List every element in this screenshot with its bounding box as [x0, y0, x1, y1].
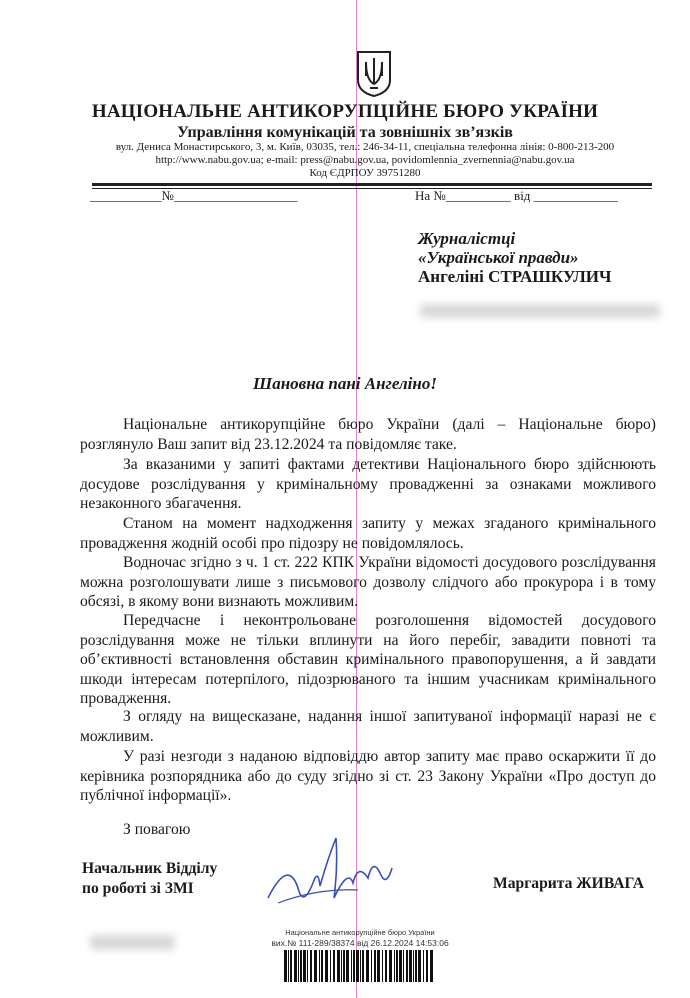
body-paragraph: За вказаними у запиті фактами детективи Національного бюро здійснюють досудове розслідування у кримінальному провадженні за ознаками можливого незаконного збагачення. — [80, 456, 656, 513]
incoming-number-field: На №__________ від _____________ — [415, 188, 619, 203]
edrpou-code: Код ЄДРПОУ 39751280 — [309, 167, 421, 179]
body-paragraph: З огляду на вищесказане, надання іншої запитуваної інформації наразі не є можливим. — [80, 708, 656, 745]
barcode-icon — [284, 950, 434, 982]
addressee-outlet: «Української правди» — [418, 248, 579, 267]
redacted-address — [420, 304, 660, 318]
signer-position-line2: по роботі зі ЗМІ — [82, 880, 194, 897]
body-paragraph: Передчасне і неконтрольоване розголошення відомостей досудового розслідування може не тільки вплинути на його перебіг, завадити повноті та об’єктивності встановлення обставин кримінального правопорушення, а й завдати шкоди інтересам потерпілого, підозрюваного та іншим учасникам кримінального провадження. — [80, 612, 656, 708]
body-paragraph: Водночас згідно з ч. 1 ст. 222 КПК України відомості досудового розслідування можна розголошувати лише з письмового дозволу слідчого або прокурора і в тому обсязі, в якому вони визнають можливим. — [80, 554, 656, 611]
org-name: НАЦІОНАЛЬНЕ АНТИКОРУПЦІЙНЕ БЮРО УКРАЇНИ — [91, 101, 599, 122]
header-rule-thick — [92, 183, 652, 186]
trident-emblem-icon — [354, 50, 394, 98]
addressee-name: Ангеліні СТРАШКУЛИЧ — [418, 267, 612, 286]
greeting: Шановна пані Ангеліно! — [253, 374, 437, 393]
body-paragraph: Станом на момент надходження запиту у межах згаданого кримінального провадження жодній особі про підозру не повідомлялось. — [80, 515, 656, 552]
address-line: вул. Дениса Монастирського, 3, м. Київ, 03035, тел.: 246-34-11, спеціальна телефонна лінія: 0-800-213-200 — [115, 141, 615, 153]
web-line: http://www.nabu.gov.ua; e-mail: press@nabu.gov.ua, povidomlennia_zvernennia@nabu.gov.ua — [155, 154, 575, 166]
redacted-executor — [90, 935, 175, 950]
department-name: Управління комунікацій та зовнішніх зв’язків — [177, 124, 513, 141]
body-paragraph: У разі незгоди з наданою відповіддю автор запиту має право оскаржити її до керівника розпорядника або до суду згідно зі ст. 23 Закону України «Про доступ до публічної інформації». — [80, 748, 656, 805]
handwritten-signature — [258, 828, 398, 918]
closing-regards: З повагою — [123, 821, 191, 838]
body-paragraph: Національне антикорупційне бюро України (далі – Національне бюро) розглянуло Ваш запит від 23.12.2024 та повідомляє таке. — [80, 416, 656, 453]
outgoing-number-field: ___________№___________________ — [90, 188, 298, 203]
stamp-org: Національне антикорупційне бюро України — [285, 928, 435, 937]
signer-name: Маргарита ЖИВАГА — [493, 875, 644, 892]
signer-position-line1: Начальник Відділу — [82, 860, 218, 877]
addressee-role: Журналістці — [418, 229, 516, 248]
stamp-number: вих.№ 111-289/38374 від 26.12.2024 14:53:06 — [271, 938, 449, 948]
